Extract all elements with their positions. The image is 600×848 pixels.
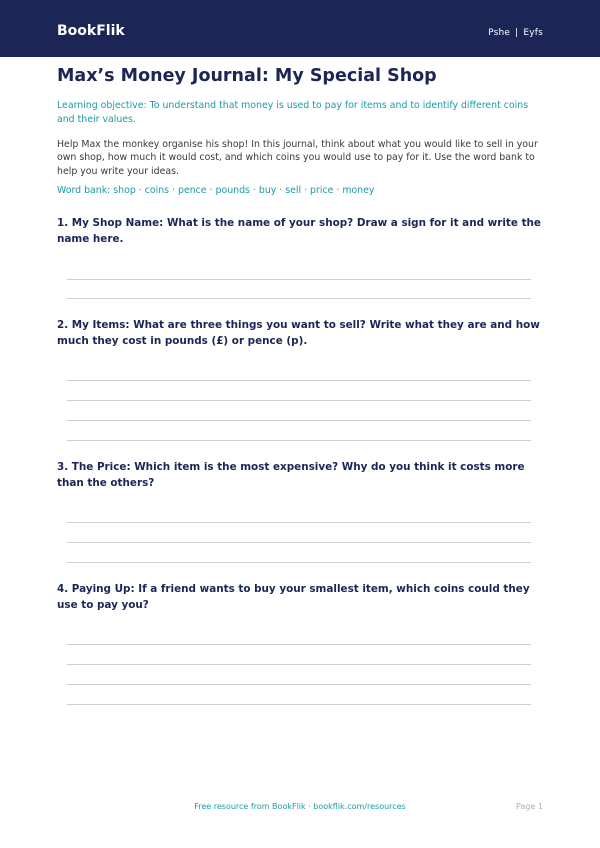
question-2: 2. My Items: What are three things you want to sell? Write what they are and how much they cost in pounds (£) or pence (p). <box>57 319 540 347</box>
answer-line[interactable] <box>67 664 531 665</box>
answer-line[interactable] <box>67 279 531 280</box>
answer-line[interactable] <box>67 684 531 685</box>
answer-line[interactable] <box>67 644 531 645</box>
answer-line[interactable] <box>67 440 531 441</box>
brand-logo[interactable]: BookFlik <box>57 23 125 39</box>
footer-credit[interactable]: Free resource from BookFlik · bookflik.com/resources <box>194 802 406 811</box>
answer-line[interactable] <box>67 542 531 543</box>
question-3: 3. The Price: Which item is the most expensive? Why do you think it costs more than the others? <box>57 461 525 489</box>
answer-line[interactable] <box>67 298 531 299</box>
intro-text: Help Max the monkey organise his shop! In this journal, think about what you would like to sell in your own shop, how much it would cost, and which coins you would use to pay for it. Use the word bank to help you write your ideas. <box>57 139 538 177</box>
answer-line[interactable] <box>67 420 531 421</box>
meta-separator: | <box>515 28 519 38</box>
answer-line[interactable] <box>67 562 531 563</box>
word-bank: Word bank: shop · coins · pence · pounds · buy · sell · price · money <box>57 185 375 196</box>
stage-label: Eyfs <box>523 28 543 38</box>
question-1: 1. My Shop Name: What is the name of your shop? Draw a sign for it and write the name here. <box>57 217 541 245</box>
page-number: Page 1 <box>516 802 543 811</box>
page-title: Max’s Money Journal: My Special Shop <box>57 66 437 86</box>
answer-line[interactable] <box>67 704 531 705</box>
learning-objective: Learning objective: To understand that money is used to pay for items and to identify different coins and their values. <box>57 100 529 125</box>
header-meta <box>488 28 543 38</box>
subject-label: Pshe <box>488 28 511 38</box>
answer-line[interactable] <box>67 400 531 401</box>
answer-line[interactable] <box>67 522 531 523</box>
answer-line[interactable] <box>67 380 531 381</box>
page-header <box>0 0 600 57</box>
question-4: 4. Paying Up: If a friend wants to buy your smallest item, which coins could they use to pay you? <box>57 583 530 611</box>
